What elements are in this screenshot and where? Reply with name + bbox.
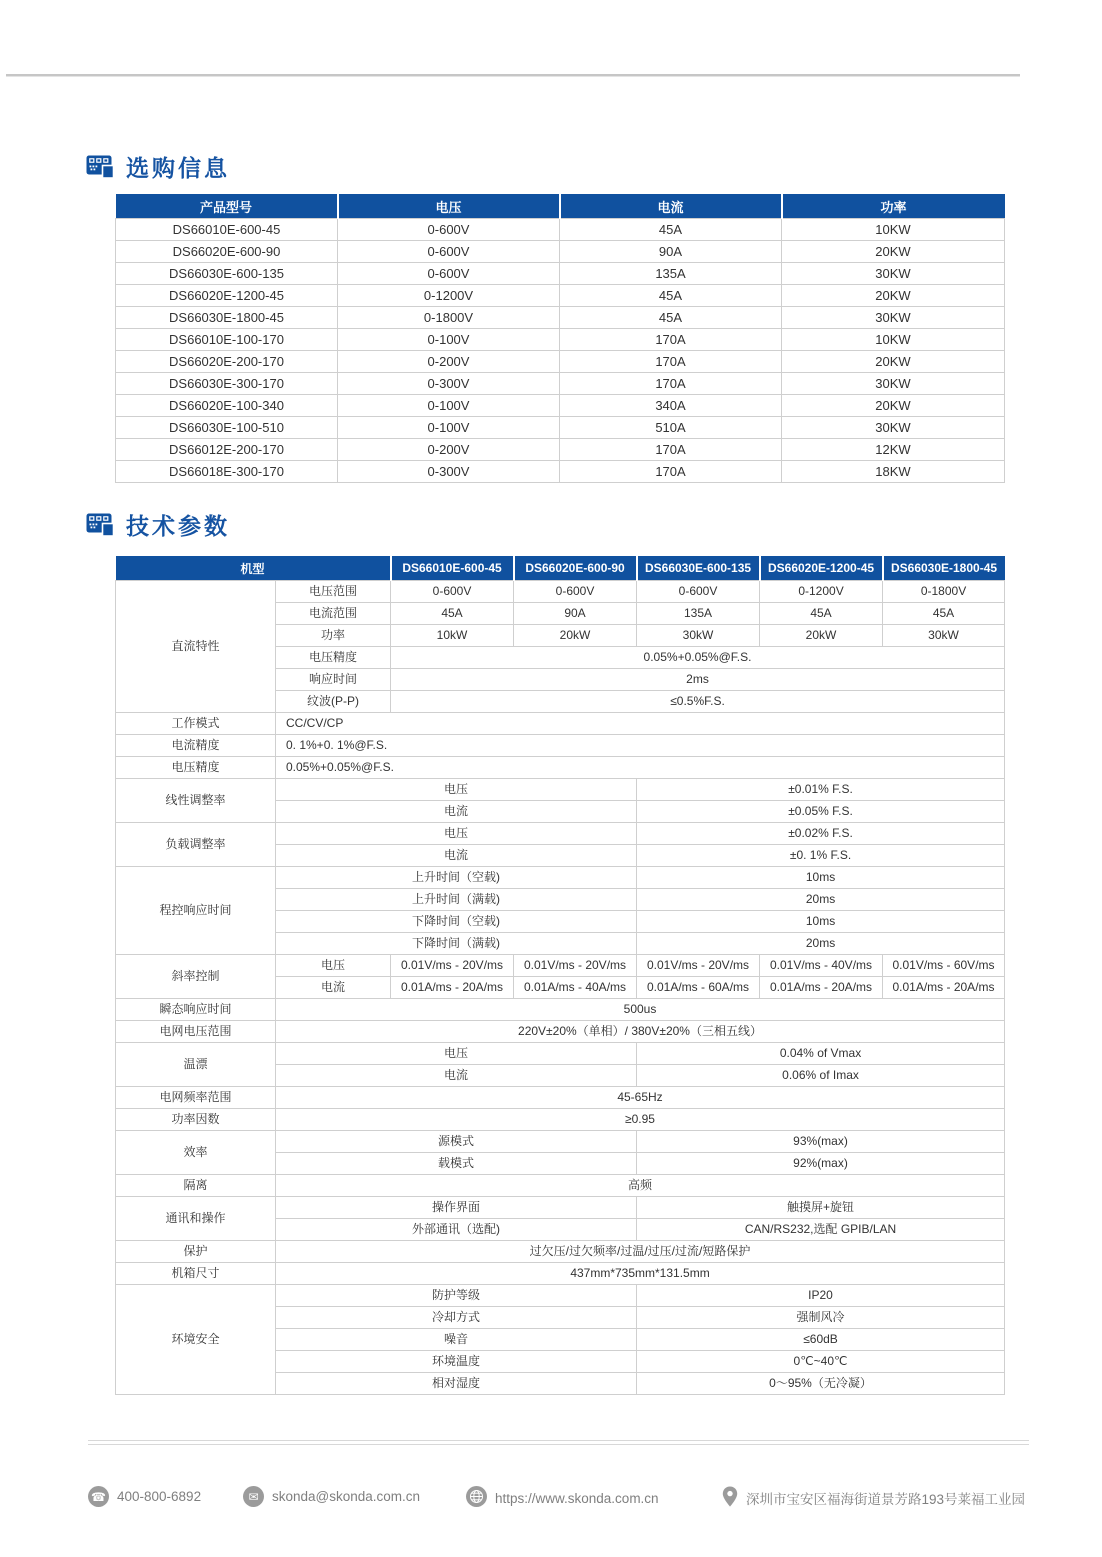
specs-cell: 0～95%（无冷凝） [637, 1373, 1005, 1395]
ordering-cell: DS66020E-200-170 [116, 351, 338, 373]
specs-cell: ±0.01% F.S. [637, 779, 1005, 801]
ordering-cell: DS66030E-1800-45 [116, 307, 338, 329]
specs-cell: 上升时间（满载) [276, 889, 637, 911]
specs-cell: 电流范围 [276, 603, 391, 625]
ordering-cell: 0-300V [338, 461, 560, 483]
column-header-current: 电流 [560, 194, 782, 219]
specs-cell: 20kW [760, 625, 883, 647]
ordering-cell: 45A [560, 219, 782, 241]
specs-row [116, 999, 1005, 1021]
specs-row [116, 1131, 1005, 1153]
specs-cell: 45A [883, 603, 1005, 625]
ordering-cell: DS66030E-100-510 [116, 417, 338, 439]
specs-cell: 0.01A/ms - 20A/ms [760, 977, 883, 999]
specs-cell: 45A [760, 603, 883, 625]
specs-table [115, 556, 1005, 1395]
specs-cell: CAN/RS232,选配 GPIB/LAN [637, 1219, 1005, 1241]
ordering-cell: 0-1200V [338, 285, 560, 307]
ordering-cell: 45A [560, 285, 782, 307]
ordering-cell: 0-100V [338, 329, 560, 351]
specs-cell: 电网频率范围 [116, 1087, 276, 1109]
ordering-row [116, 219, 1005, 241]
specs-cell: 响应时间 [276, 669, 391, 691]
specs-cell: CC/CV/CP [276, 713, 1005, 735]
column-header-power: 功率 [782, 194, 1005, 219]
ordering-row [116, 373, 1005, 395]
ordering-cell: DS66020E-1200-45 [116, 285, 338, 307]
location-icon [722, 1486, 738, 1510]
specs-cell: 0.01A/ms - 60A/ms [637, 977, 760, 999]
specs-cell: 0.06% of Imax [637, 1065, 1005, 1087]
specs-cell: 下降时间（空载) [276, 911, 637, 933]
specs-cell: 载模式 [276, 1153, 637, 1175]
specs-cell: 220V±20%（单相）/ 380V±20%（三相五线） [276, 1021, 1005, 1043]
specs-cell: 纹波(P-P) [276, 691, 391, 713]
specs-cell: 0.04% of Vmax [637, 1043, 1005, 1065]
ordering-row [116, 307, 1005, 329]
footer-address [722, 1486, 1025, 1510]
specs-cell: 437mm*735mm*131.5mm [276, 1263, 1005, 1285]
specs-cell: 触摸屏+旋钮 [637, 1197, 1005, 1219]
specs-cell: 直流特性 [116, 581, 276, 713]
specs-cell: 电压精度 [116, 757, 276, 779]
specs-cell: 0.01V/ms - 40V/ms [760, 955, 883, 977]
footer-phone [88, 1486, 201, 1507]
specs-cell: 0-1800V [883, 581, 1005, 603]
ordering-cell: DS66020E-100-340 [116, 395, 338, 417]
ordering-cell: 30KW [782, 373, 1005, 395]
ordering-cell: 20KW [782, 285, 1005, 307]
specs-cell: 0. 1%+0. 1%@F.S. [276, 735, 1005, 757]
ordering-cell: 0-1800V [338, 307, 560, 329]
specs-cell: ≤60dB [637, 1329, 1005, 1351]
ordering-cell: 0-200V [338, 351, 560, 373]
specs-cell: ±0.05% F.S. [637, 801, 1005, 823]
ordering-table [115, 194, 1005, 483]
ordering-cell: 0-600V [338, 219, 560, 241]
section-title-ordering: 选购信息 [126, 155, 230, 181]
ordering-cell: 0-100V [338, 395, 560, 417]
ordering-cell: 30KW [782, 263, 1005, 285]
specs-cell: 效率 [116, 1131, 276, 1175]
ordering-cell: 20KW [782, 395, 1005, 417]
ordering-cell: DS66030E-300-170 [116, 373, 338, 395]
specs-row [116, 1087, 1005, 1109]
ordering-row [116, 241, 1005, 263]
ordering-cell: 0-600V [338, 241, 560, 263]
section-header-specs [86, 508, 230, 541]
phone-icon: ☎ [88, 1486, 109, 1507]
specs-cell: 电流 [276, 801, 637, 823]
specs-cell: 电网电压范围 [116, 1021, 276, 1043]
specs-cell: 电流精度 [116, 735, 276, 757]
specs-cell: 135A [637, 603, 760, 625]
specs-cell: 电压 [276, 1043, 637, 1065]
specs-cell: ≥0.95 [276, 1109, 1005, 1131]
specs-cell: 0-600V [391, 581, 514, 603]
specs-header-row [116, 556, 1005, 581]
footer-email [243, 1486, 420, 1507]
specs-cell: 噪音 [276, 1329, 637, 1351]
specs-cell: 高频 [276, 1175, 1005, 1197]
specs-row [116, 1043, 1005, 1065]
ordering-cell: DS66018E-300-170 [116, 461, 338, 483]
specs-row [116, 713, 1005, 735]
specs-cell: 92%(max) [637, 1153, 1005, 1175]
specs-cell: 45A [391, 603, 514, 625]
ordering-cell: 170A [560, 373, 782, 395]
column-header-model: 产品型号 [116, 194, 338, 219]
ordering-cell: 12KW [782, 439, 1005, 461]
ordering-row [116, 461, 1005, 483]
specs-cell: 操作界面 [276, 1197, 637, 1219]
specs-cell: 0.01V/ms - 20V/ms [637, 955, 760, 977]
specs-row [116, 779, 1005, 801]
specs-cell: 电压 [276, 779, 637, 801]
specs-row [116, 867, 1005, 889]
specs-cell: 电流 [276, 1065, 637, 1087]
ordering-cell: DS66012E-200-170 [116, 439, 338, 461]
ordering-cell: 135A [560, 263, 782, 285]
specs-cell: 斜率控制 [116, 955, 276, 999]
column-header-machine-type: 机型 [116, 556, 391, 581]
specs-cell: 0.01A/ms - 20A/ms [391, 977, 514, 999]
specs-cell: IP20 [637, 1285, 1005, 1307]
footer-address-text: 深圳市宝安区福海街道景芳路193号莱福工业园 [746, 1492, 1026, 1507]
top-divider [6, 74, 1020, 77]
ordering-cell: 45A [560, 307, 782, 329]
ordering-cell: 0-200V [338, 439, 560, 461]
column-header-voltage: 电压 [338, 194, 560, 219]
specs-cell: 0-600V [637, 581, 760, 603]
email-icon: ✉ [243, 1486, 264, 1507]
specs-cell: 0.05%+0.05%@F.S. [276, 757, 1005, 779]
specs-cell: 程控响应时间 [116, 867, 276, 955]
specs-cell: 外部通讯（选配) [276, 1219, 637, 1241]
ordering-row [116, 439, 1005, 461]
specs-cell: 30kW [883, 625, 1005, 647]
ordering-cell: 18KW [782, 461, 1005, 483]
specs-cell: 温漂 [116, 1043, 276, 1087]
section-title-specs: 技术参数 [126, 513, 230, 539]
specs-row [116, 1197, 1005, 1219]
specs-cell: 冷却方式 [276, 1307, 637, 1329]
ordering-row [116, 417, 1005, 439]
ordering-cell: 30KW [782, 307, 1005, 329]
ordering-cell: 0-100V [338, 417, 560, 439]
specs-cell: 工作模式 [116, 713, 276, 735]
specs-cell: 环境安全 [116, 1285, 276, 1395]
specs-cell: 0.01V/ms - 20V/ms [514, 955, 637, 977]
ordering-row [116, 263, 1005, 285]
specs-cell: 电流 [276, 977, 391, 999]
ordering-cell: 510A [560, 417, 782, 439]
specs-cell: 瞬态响应时间 [116, 999, 276, 1021]
specs-cell: ±0.02% F.S. [637, 823, 1005, 845]
ordering-cell: 170A [560, 351, 782, 373]
specs-cell: 0.01A/ms - 20A/ms [883, 977, 1005, 999]
specs-cell: 93%(max) [637, 1131, 1005, 1153]
specs-row [116, 581, 1005, 603]
column-header-model-4: DS66020E-1200-45 [760, 556, 883, 581]
specs-cell: 负载调整率 [116, 823, 276, 867]
specs-cell: 电压 [276, 823, 637, 845]
ordering-row [116, 395, 1005, 417]
ordering-header-row [116, 194, 1005, 219]
footer-divider [88, 1440, 1029, 1445]
specs-row [116, 823, 1005, 845]
specs-cell: ≤0.5%F.S. [391, 691, 1005, 713]
specs-cell: 10ms [637, 867, 1005, 889]
column-header-model-5: DS66030E-1800-45 [883, 556, 1005, 581]
specs-row [116, 735, 1005, 757]
specs-cell: 源模式 [276, 1131, 637, 1153]
ordering-cell: DS66020E-600-90 [116, 241, 338, 263]
specs-cell: 电压 [276, 955, 391, 977]
specs-cell: 功率因数 [116, 1109, 276, 1131]
specs-cell: 20kW [514, 625, 637, 647]
ordering-cell: 340A [560, 395, 782, 417]
ordering-cell: DS66030E-600-135 [116, 263, 338, 285]
specs-cell: 0.05%+0.05%@F.S. [391, 647, 1005, 669]
specs-cell: 0-1200V [760, 581, 883, 603]
ordering-cell: 20KW [782, 351, 1005, 373]
globe-icon [466, 1486, 487, 1510]
specs-cell: 保护 [116, 1241, 276, 1263]
ordering-row [116, 285, 1005, 307]
column-header-model-2: DS66020E-600-90 [514, 556, 637, 581]
specs-cell: 相对湿度 [276, 1373, 637, 1395]
specs-row [116, 1109, 1005, 1131]
specs-cell: 20ms [637, 889, 1005, 911]
ordering-cell: DS66010E-100-170 [116, 329, 338, 351]
ordering-row [116, 329, 1005, 351]
ordering-cell: 90A [560, 241, 782, 263]
specs-row [116, 757, 1005, 779]
specs-row [116, 1285, 1005, 1307]
ordering-cell: 0-600V [338, 263, 560, 285]
column-header-model-3: DS66030E-600-135 [637, 556, 760, 581]
specs-cell: 30kW [637, 625, 760, 647]
specs-cell: 90A [514, 603, 637, 625]
specs-cell: 电压精度 [276, 647, 391, 669]
specs-cell: 500us [276, 999, 1005, 1021]
specs-cell: 电流 [276, 845, 637, 867]
specs-cell: 45-65Hz [276, 1087, 1005, 1109]
specs-row [116, 1263, 1005, 1285]
ordering-cell: 170A [560, 461, 782, 483]
specs-cell: 0℃~40℃ [637, 1351, 1005, 1373]
specs-cell: 隔离 [116, 1175, 276, 1197]
specs-cell: 10kW [391, 625, 514, 647]
section-header-ordering [86, 150, 230, 183]
specs-cell: 0-600V [514, 581, 637, 603]
ordering-cell: 10KW [782, 219, 1005, 241]
footer-website [466, 1486, 659, 1510]
specs-cell: 上升时间（空载) [276, 867, 637, 889]
specs-cell: 0.01V/ms - 60V/ms [883, 955, 1005, 977]
specs-cell: 0.01A/ms - 40A/ms [514, 977, 637, 999]
specs-cell: 机箱尺寸 [116, 1263, 276, 1285]
ordering-row [116, 351, 1005, 373]
specs-cell: 过欠压/过欠频率/过温/过压/过流/短路保护 [276, 1241, 1005, 1263]
ordering-cell: DS66010E-600-45 [116, 219, 338, 241]
instrument-icon [86, 154, 115, 179]
column-header-model-1: DS66010E-600-45 [391, 556, 514, 581]
specs-cell: 防护等级 [276, 1285, 637, 1307]
specs-cell: 电压范围 [276, 581, 391, 603]
specs-row [116, 955, 1005, 977]
specs-cell: 环境温度 [276, 1351, 637, 1373]
specs-row [116, 1241, 1005, 1263]
specs-cell: 2ms [391, 669, 1005, 691]
footer-phone-text: 400-800-6892 [117, 1489, 202, 1504]
specs-cell: 功率 [276, 625, 391, 647]
specs-row [116, 1021, 1005, 1043]
ordering-cell: 30KW [782, 417, 1005, 439]
specs-cell: ±0. 1% F.S. [637, 845, 1005, 867]
footer-website-text: https://www.skonda.com.cn [495, 1490, 659, 1506]
specs-cell: 下降时间（满载) [276, 933, 637, 955]
specs-cell: 线性调整率 [116, 779, 276, 823]
specs-cell: 20ms [637, 933, 1005, 955]
specs-cell: 0.01V/ms - 20V/ms [391, 955, 514, 977]
specs-row [116, 1175, 1005, 1197]
instrument-icon [86, 512, 115, 537]
ordering-cell: 170A [560, 439, 782, 461]
specs-cell: 通讯和操作 [116, 1197, 276, 1241]
ordering-cell: 20KW [782, 241, 1005, 263]
specs-cell: 10ms [637, 911, 1005, 933]
specs-cell: 强制风冷 [637, 1307, 1005, 1329]
footer-email-text: skonda@skonda.com.cn [272, 1489, 421, 1504]
ordering-cell: 10KW [782, 329, 1005, 351]
ordering-cell: 170A [560, 329, 782, 351]
ordering-cell: 0-300V [338, 373, 560, 395]
